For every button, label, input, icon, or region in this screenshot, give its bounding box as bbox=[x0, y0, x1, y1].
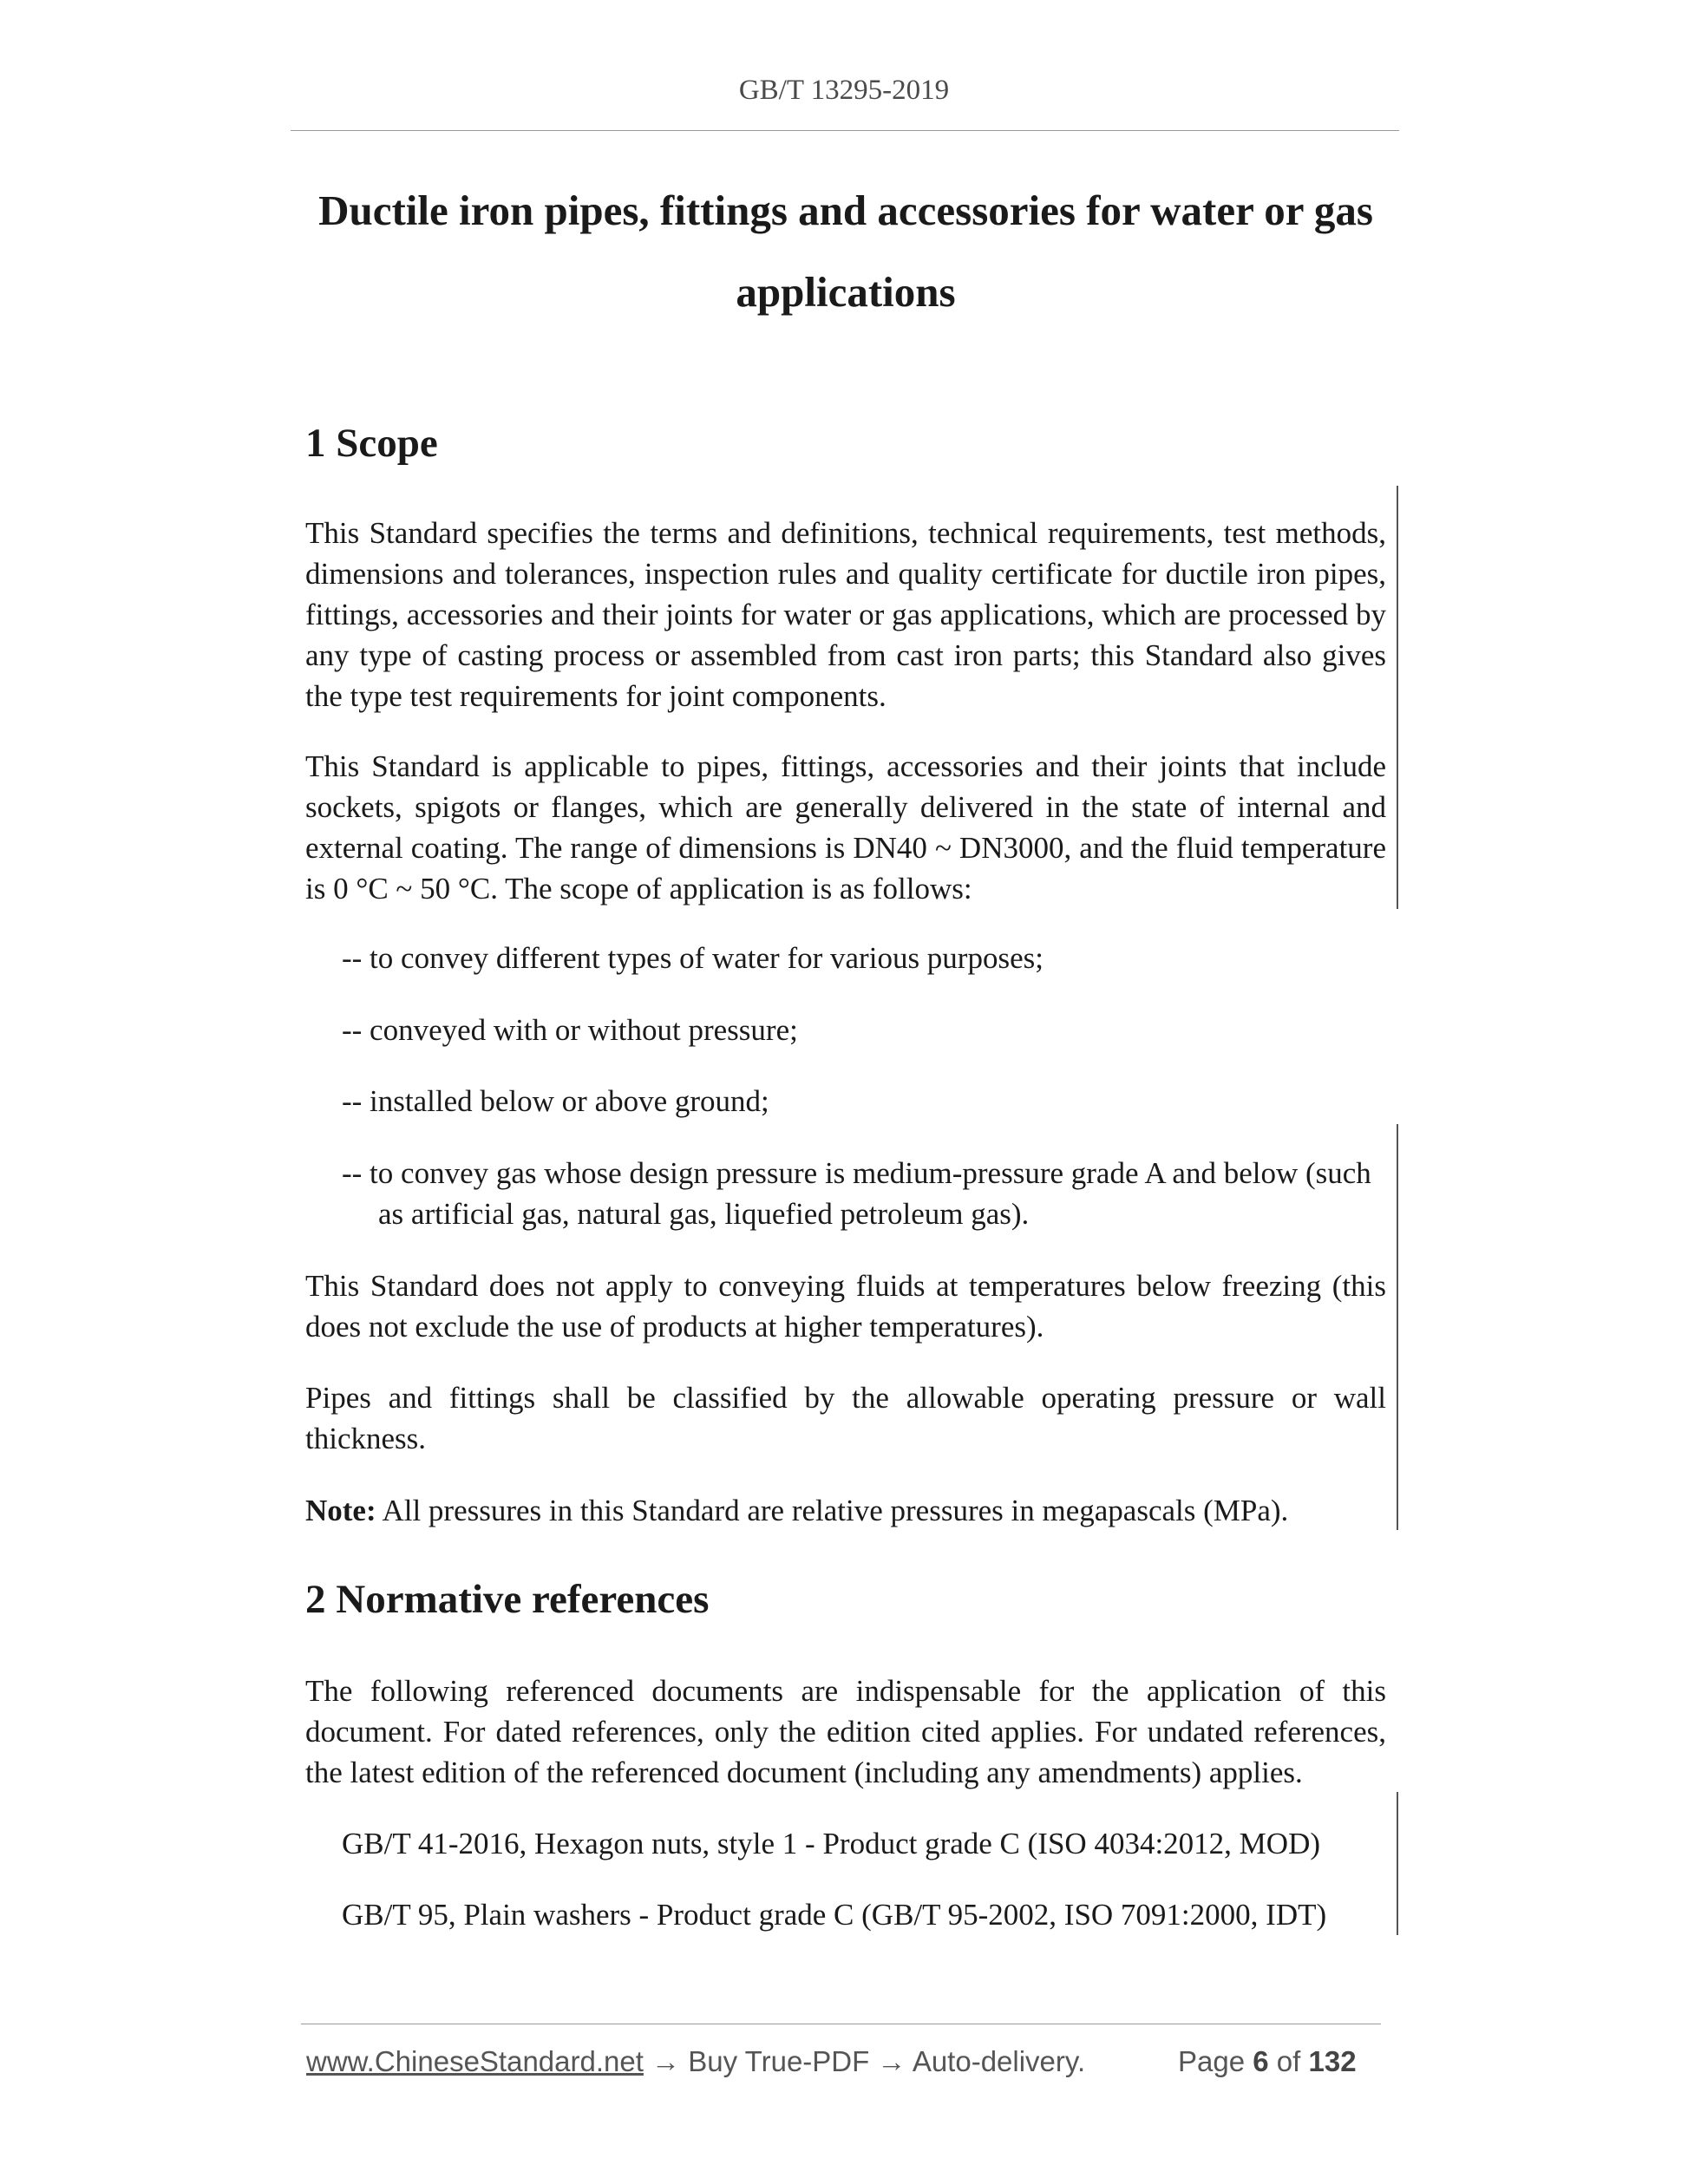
change-bar bbox=[1397, 1124, 1398, 1530]
footer-promo-text: → Buy True-PDF → Auto-delivery. bbox=[643, 2045, 1086, 2077]
scope-list-item: -- to convey gas whose design pressure is medium-pressure grade A and below (such as artificial gas, natural gas, liquefied petroleum gas). bbox=[342, 1156, 1371, 1231]
scope-paragraph-2: This Standard is applicable to pipes, fittings, accessories and their joints that include sockets, spigots or flanges, which are generally delivered in the state of internal and external coating. The range of dimensions is DN40 ~ DN3000, and the fluid temperature is 0 °C ~ 50 °C. The scope of application is as follows: bbox=[305, 749, 1386, 906]
scope-paragraph-4: Pipes and fittings shall be classified by the allowable operating pressure or wall thickness. bbox=[305, 1381, 1386, 1455]
scope-paragraph-1: This Standard specifies the terms and definitions, technical requirements, test methods, dimensions and tolerances, inspection rules and quality certificate for ductile iron pipes, fittings, accessories and their joints for water or gas applications, which are processed by any type of casting process or assembled from cast iron parts; this Standard also gives the type test requirements for joint components. bbox=[305, 516, 1386, 713]
document-title bbox=[286, 170, 1405, 333]
change-bar bbox=[1397, 1792, 1398, 1935]
of-label: of bbox=[1276, 2045, 1301, 2077]
website-link[interactable]: www.ChineseStandard.net bbox=[306, 2045, 644, 2077]
header-standard-code: GB/T 13295-2019 bbox=[738, 75, 950, 106]
section-2-heading: 2 Normative references bbox=[305, 1577, 710, 1622]
title-line-2: applications bbox=[736, 268, 956, 316]
reference-entry: GB/T 41-2016, Hexagon nuts, style 1 - Product grade C (ISO 4034:2012, MOD) bbox=[342, 1827, 1320, 1860]
page-label: Page bbox=[1178, 2045, 1246, 2077]
scope-paragraph-3: This Standard does not apply to conveying fluids at temperatures below freezing (this does not exclude the use of products at higher temperatures). bbox=[305, 1269, 1386, 1344]
note-text: All pressures in this Standard are relative pressures in megapascals (MPa). bbox=[376, 1494, 1289, 1527]
title-line-1: Ductile iron pipes, fittings and accessories for water or gas bbox=[318, 186, 1373, 234]
page-number: 6 bbox=[1253, 2045, 1269, 2077]
reference-entry: GB/T 95, Plain washers - Product grade C (GB/T 95-2002, ISO 7091:2000, IDT) bbox=[342, 1898, 1327, 1932]
references-intro: The following referenced documents are indispensable for the application of this document. For dated references, only the edition cited applies. For undated references, the latest edition of the referenced document (including any amendments) applies. bbox=[305, 1674, 1386, 1789]
note-label: Note: bbox=[305, 1494, 376, 1527]
total-pages: 132 bbox=[1308, 2045, 1357, 2077]
scope-list-item: -- to convey different types of water for various purposes; bbox=[342, 941, 1044, 975]
header-divider bbox=[291, 130, 1399, 131]
scope-list-item: -- installed below or above ground; bbox=[342, 1084, 769, 1118]
page-indicator bbox=[1178, 2045, 1357, 2078]
scope-list-item: -- conveyed with or without pressure; bbox=[342, 1013, 798, 1047]
section-1-heading: 1 Scope bbox=[305, 421, 438, 466]
footer-promo bbox=[306, 2045, 1085, 2078]
change-bar bbox=[1397, 486, 1398, 909]
scope-note bbox=[305, 1490, 1386, 1531]
